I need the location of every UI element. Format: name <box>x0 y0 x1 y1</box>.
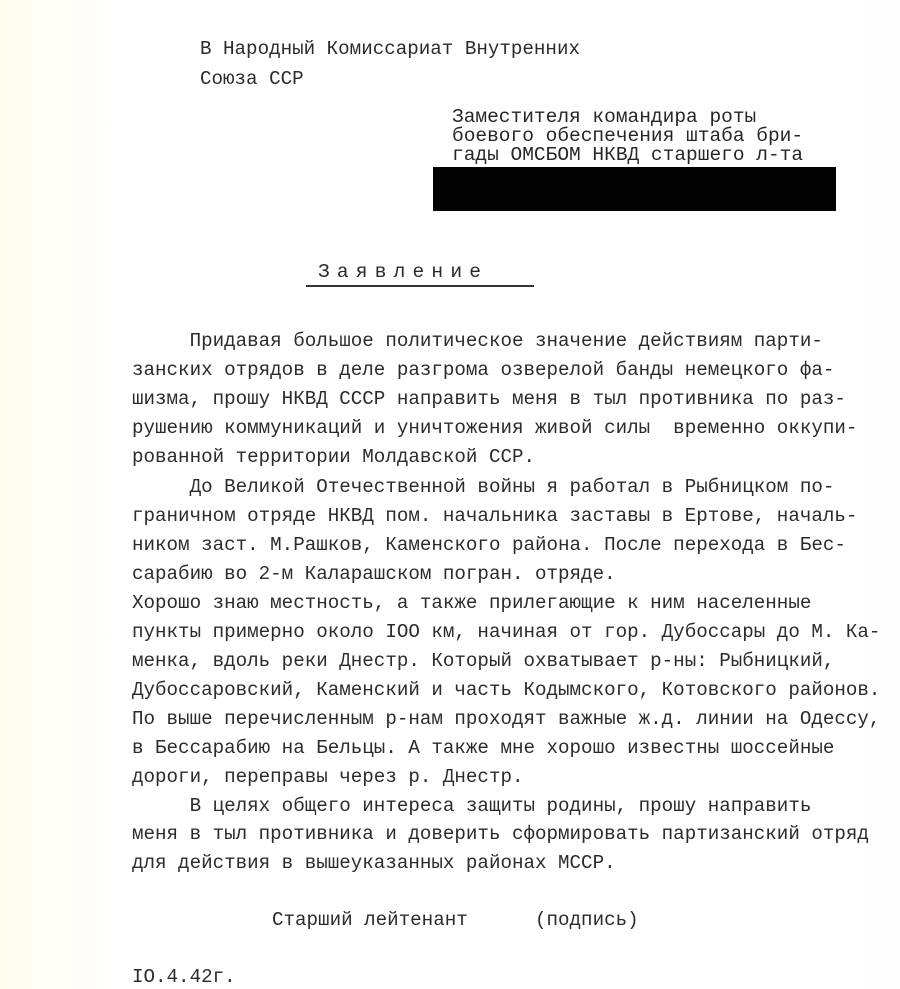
body-line: рушению коммуникаций и уничтожения живой силы временно оккупи- <box>132 417 858 439</box>
sender-line-3: гады ОМСБОМ НКВД старшего л-та <box>452 144 804 166</box>
body-line: для действия в вышеуказанных районах МССР. <box>132 852 616 874</box>
body-line: меня в тыл противника и доверить сформировать партизанский отряд <box>132 823 869 845</box>
body-line: Хорошо знаю местность, а также прилегающие к ним населенные <box>132 592 812 614</box>
signature-rank: Старший лейтенант <box>272 909 468 931</box>
document-date: IО.4.42г. <box>132 966 236 988</box>
sender-line-2: боевого обеспечения штаба бри- <box>452 125 804 147</box>
sender-line-1: Заместителя командира роты <box>452 106 757 128</box>
title-underline <box>306 285 534 287</box>
body-line: шизма, прошу НКВД СССР направить меня в тыл противника по раз- <box>132 388 846 410</box>
body-line: До Великой Отечественной войны я работал в Рыбницком по- <box>132 476 835 498</box>
addressee-line-2: Союза ССР <box>200 68 304 90</box>
body-line: рованной территории Молдавской ССР. <box>132 446 536 468</box>
redacted-name-bar <box>433 167 836 211</box>
body-line: По выше перечисленным р-нам проходят важные ж.д. линии на Одессу, <box>132 708 881 730</box>
body-line: граничном отряде НКВД пом. начальника заставы в Ертове, началь- <box>132 505 858 527</box>
document-title: Заявление <box>318 261 489 283</box>
body-line: Дубоссаровский, Каменский и часть Кодымского, Котовского районов. <box>132 679 881 701</box>
addressee-line-1: В Народный Комиссариат Внутренних <box>200 38 580 60</box>
body-line: занских отрядов в деле разгрома озверелой банды немецкого фа- <box>132 359 835 381</box>
body-line: пункты примерно около IОО км, начиная от гор. Дубоссары до М. Ка- <box>132 621 881 643</box>
body-line: менка, вдоль реки Днестр. Который охватывает р-ны: Рыбницкий, <box>132 650 835 672</box>
body-line: В целях общего интереса защиты родины, прошу направить <box>132 795 812 817</box>
body-line: сарабию во 2-м Каларашском погран. отряде. <box>132 563 616 585</box>
body-line: ником заст. М.Рашков, Каменского района. После перехода в Бес- <box>132 534 846 556</box>
body-line: Придавая большое политическое значение действиям парти- <box>132 330 823 352</box>
body-line: в Бессарабию на Бельцы. А также мне хорошо известны шоссейные <box>132 737 835 759</box>
signature-placeholder: (подпись) <box>535 909 639 931</box>
body-line: дороги, переправы через р. Днестр. <box>132 766 524 788</box>
